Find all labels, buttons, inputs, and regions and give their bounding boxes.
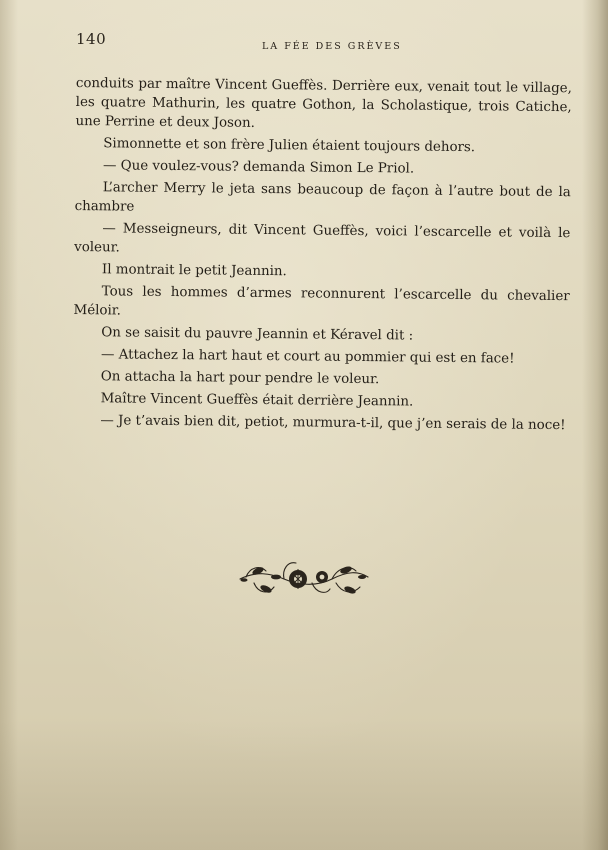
paragraph: — Attachez la hart haut et court au pommier qui est en face! bbox=[100, 347, 515, 367]
paragraph: — Que voulez-vous? demanda Simon Le Priol. bbox=[102, 158, 415, 177]
paragraph: — Je t’avais bien dit, petiot, murmura-t-il, que j’en serais de la noce! bbox=[100, 413, 566, 434]
paragraph: Maître Vincent Gueffès était derrière Jeannin. bbox=[100, 391, 414, 410]
page-shadow-bottom bbox=[0, 720, 608, 850]
floral-tailpiece-icon bbox=[236, 553, 372, 605]
running-title: LA FÉE DES GRÈVES bbox=[262, 41, 402, 52]
paragraph: L’archer Merry le jeta sans beaucoup de façon à l’autre bout de la chambre bbox=[74, 180, 571, 215]
paragraph: On attacha la hart pour pendre le voleur. bbox=[100, 369, 380, 388]
paragraph: Simonnette et son frère Julien étaient toujours dehors. bbox=[103, 136, 476, 156]
paragraph: conduits par maître Vincent Gueffès. Derrière eux, venait tout le village, les quatre Mathurin, les quatre Gothon, la Scholastique, trois Catiche, une Perrine et deux Joson. bbox=[75, 75, 572, 131]
paragraph: Il montrait le petit Jeannin. bbox=[101, 262, 287, 280]
paragraph: On se saisit du pauvre Jeannin et Kéravel dit : bbox=[101, 325, 414, 344]
body-text bbox=[72, 74, 572, 438]
paragraph: — Messeigneurs, dit Vincent Gueffès, voici l’escarcelle et voilà le voleur. bbox=[74, 221, 571, 256]
page-number: 140 bbox=[76, 30, 107, 48]
paragraph: Tous les hommes d’armes reconnurent l’escarcelle du chevalier Méloir. bbox=[73, 284, 570, 319]
